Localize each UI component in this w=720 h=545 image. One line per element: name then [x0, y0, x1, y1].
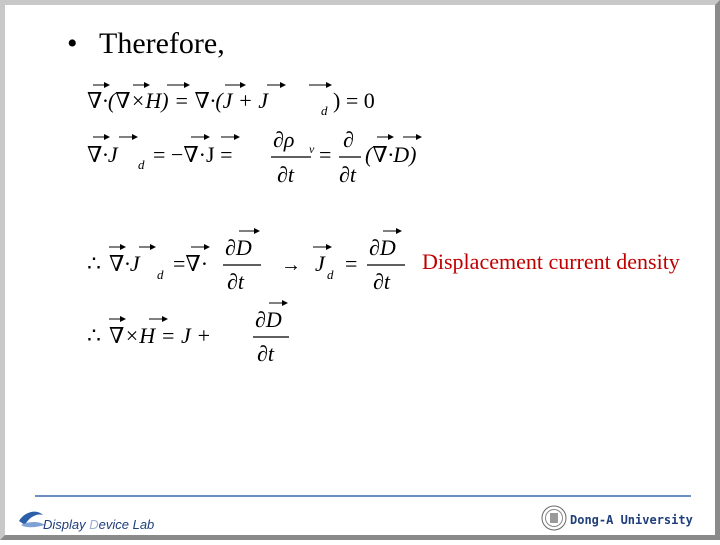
- eq3-c: J: [315, 251, 325, 276]
- eq3-sub-d: d: [157, 267, 164, 282]
- eq3-a: ∇·J: [109, 251, 140, 276]
- eq2-num2: ∂: [343, 127, 354, 152]
- university-name: Dong-A University: [570, 513, 693, 527]
- eq2-b: = −∇·J =: [153, 142, 233, 167]
- equations-area: [5, 5, 720, 545]
- eq4-a: ∇×H = J +: [109, 323, 212, 348]
- eq3-therefore: ∴: [87, 251, 101, 276]
- equation-2: [87, 127, 421, 187]
- eq2-paren: (∇·D): [365, 142, 417, 167]
- eq4-den: ∂t: [257, 341, 274, 366]
- bullet: •: [67, 27, 78, 60]
- lab-name-part3: evice Lab: [98, 517, 155, 532]
- eq2-den2: ∂t: [339, 162, 356, 187]
- eq3-arrow: →: [281, 254, 301, 276]
- university-seal-icon: [541, 505, 567, 531]
- eq4-therefore: ∴: [87, 323, 101, 348]
- eq3-num: ∂D: [225, 235, 252, 260]
- lab-name: [43, 517, 154, 532]
- eq2-sub-v: v: [309, 142, 315, 156]
- lab-name-part1: Display: [43, 517, 90, 532]
- eq1-rhs: ) = 0: [333, 88, 375, 113]
- annotation-displacement-current: Displacement current density: [422, 249, 680, 274]
- equation-1: [87, 85, 375, 118]
- eq2-num1: ∂ρ: [273, 127, 295, 152]
- eq2-eq: =: [319, 142, 332, 167]
- eq2-sub-d: d: [138, 157, 145, 172]
- eq1-lhs: ∇·(∇×H) = ∇·(J + J: [87, 88, 269, 113]
- eq3-den2: ∂t: [373, 269, 390, 294]
- equation-4: [87, 303, 289, 366]
- equation-3: [87, 231, 405, 294]
- lab-name-part2: D: [89, 517, 99, 532]
- eq3-sub-d2: d: [327, 267, 334, 282]
- footer-divider: [35, 495, 691, 497]
- eq3-den: ∂t: [227, 269, 244, 294]
- eq1-sub-d: d: [321, 103, 328, 118]
- eq2-den1: ∂t: [277, 162, 294, 187]
- eq3-b: =∇·: [173, 251, 209, 276]
- eq3-num2: ∂D: [369, 235, 396, 260]
- eq2-a: ∇·J: [87, 142, 118, 167]
- eq4-num: ∂D: [255, 307, 282, 332]
- eq3-eq: =: [345, 251, 358, 276]
- heading-text: Therefore,: [99, 27, 225, 60]
